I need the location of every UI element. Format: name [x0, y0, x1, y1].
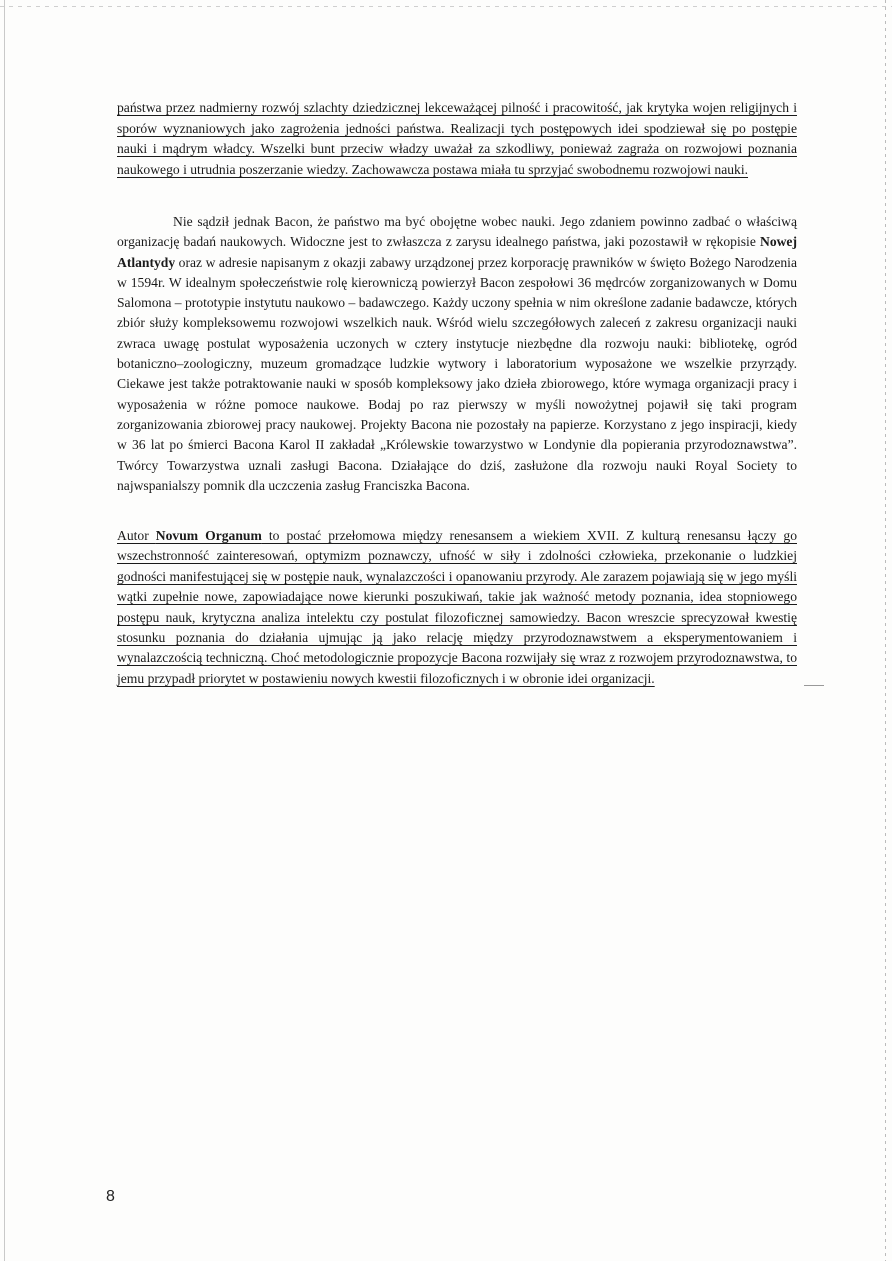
- book-title-nowa-atlantyda: Nowej Atlantydy: [117, 234, 797, 270]
- scan-edge-right: [885, 0, 886, 1261]
- book-title-novum-organum: Novum Organum: [155, 528, 262, 543]
- paragraph-novum-organum: [117, 526, 797, 689]
- stray-pen-mark: [804, 685, 824, 686]
- paragraph-state-and-science: [117, 212, 797, 496]
- paragraph3-plain: Choć metodologicznie propozycje Bacona rozwijały się wraz z rozwojem przyrodoznawstwa, to jemu przypadł priorytet w postawieniu nowych kwestii filozoficznych i w obronie idei organizacji.: [117, 650, 797, 686]
- paragraph2-part2: oraz w adresie napisanym z okazji zabawy urządzonej przez korporację prawników w święto Bożego Narodzenia w 1594r. W idealnym społeczeństwie rolę kierowniczą powierzył Bacon zespołowi 36 mędrców zorganizowanych w Domu Salomona – prototypie instytutu naukowo – badawczego. Każdy uczony spełnia w nim określone zadanie badawcze, których zbiór służy kompleksowemu rozwojowi wszelkich nauk. Wśród wielu szczegółowych zaleceń z zakresu organizacji nauki zwraca uwagę postulat wyposażenia uczonych w cztery instytucje niezbędne dla rozwoju nauki: bibliotekę, ogród botaniczno–zoologiczny, muzeum gromadzące ludzkie wytwory i laboratorium wyposażone we wszelkie przyrządy. Ciekawe jest także potraktowanie nauki w sposób kompleksowy jako dzieła zbiorowego, które wymaga organizacji pracy i wyposażenia w różne pomoce naukowe. Bodaj po raz pierwszy w myśli nowożytnej pojawił się taki program zorganizowania zbiorowej pracy naukowej. Projekty Bacona nie pozostały na papierze. Korzystano z jego inspiracji, kiedy w 36 lat po śmierci Bacona Karol II zakładał „Królewskie towarzystwo w Londynie dla popierania przyrodoznawstwa”. Twórcy Towarzystwa uznali zasługi Bacona. Działające do dziś, zasłużone dla rozwoju nauki Royal Society to najwspanialszy pomnik dla uczczenia zasług Franciszka Bacona.: [117, 254, 797, 493]
- page-number: 8: [106, 1188, 115, 1205]
- paragraph2-part1: Nie sądził jednak Bacon, że państwo ma być obojętne wobec nauki. Jego zdaniem powinno zadbać o właściwą organizację badań naukowych. Widoczne jest to zwłaszcza z zarysu idealnego państwa, jaki pozostawił w rękopisie: [117, 214, 797, 250]
- scan-edge-top: [0, 6, 892, 7]
- scan-edge-left: [4, 0, 5, 1261]
- paragraph-underlined-continuation: państwa przez nadmierny rozwój szlachty dziedzicznej lekceważącej pilność i pracowitość, jak krytyka wojen religijnych i sporów wyznaniowych jako zagrożenia jedności państwa. Realizacji tych postępowych idei spodziewał się po postępie nauki i mądrym władcy. Wszelki bunt przeciw władzy uważał za szkodliwy, ponieważ zagraża on rozwojowi poznania naukowego i utrudnia poszerzanie wiedzy. Zachowawcza postawa miała tu sprzyjać swobodnemu rozwojowi nauki.: [117, 100, 797, 177]
- paragraph3-lead: Autor: [117, 528, 156, 543]
- paragraph3-underlined: to postać przełomowa między renesansem a wiekiem XVII. Z kulturą renesansu łączy go wszechstronność zainteresowań, optymizm poznawczy, ufność w siły i zdolności człowieka, przekonanie o ludzkiej godności manifestującej się w postępie nauk, wynalazczości i opanowaniu przyrody. Ale zarazem pojawiają się w jego myśli wątki zupełnie nowe, zapowiadające nowe kierunki poszukiwań, takie jak ważność metody poznania, idea stopniowego postępu nauk, krytyczna analiza intelektu czy postulat filozoficznej samowiedzy. Bacon wreszcie sprecyzował kwestię stosunku poznania do działania ujmując ją jako relację między przyrodoznawstwem a eksperymentowaniem i wynalazczością techniczną.: [117, 528, 797, 666]
